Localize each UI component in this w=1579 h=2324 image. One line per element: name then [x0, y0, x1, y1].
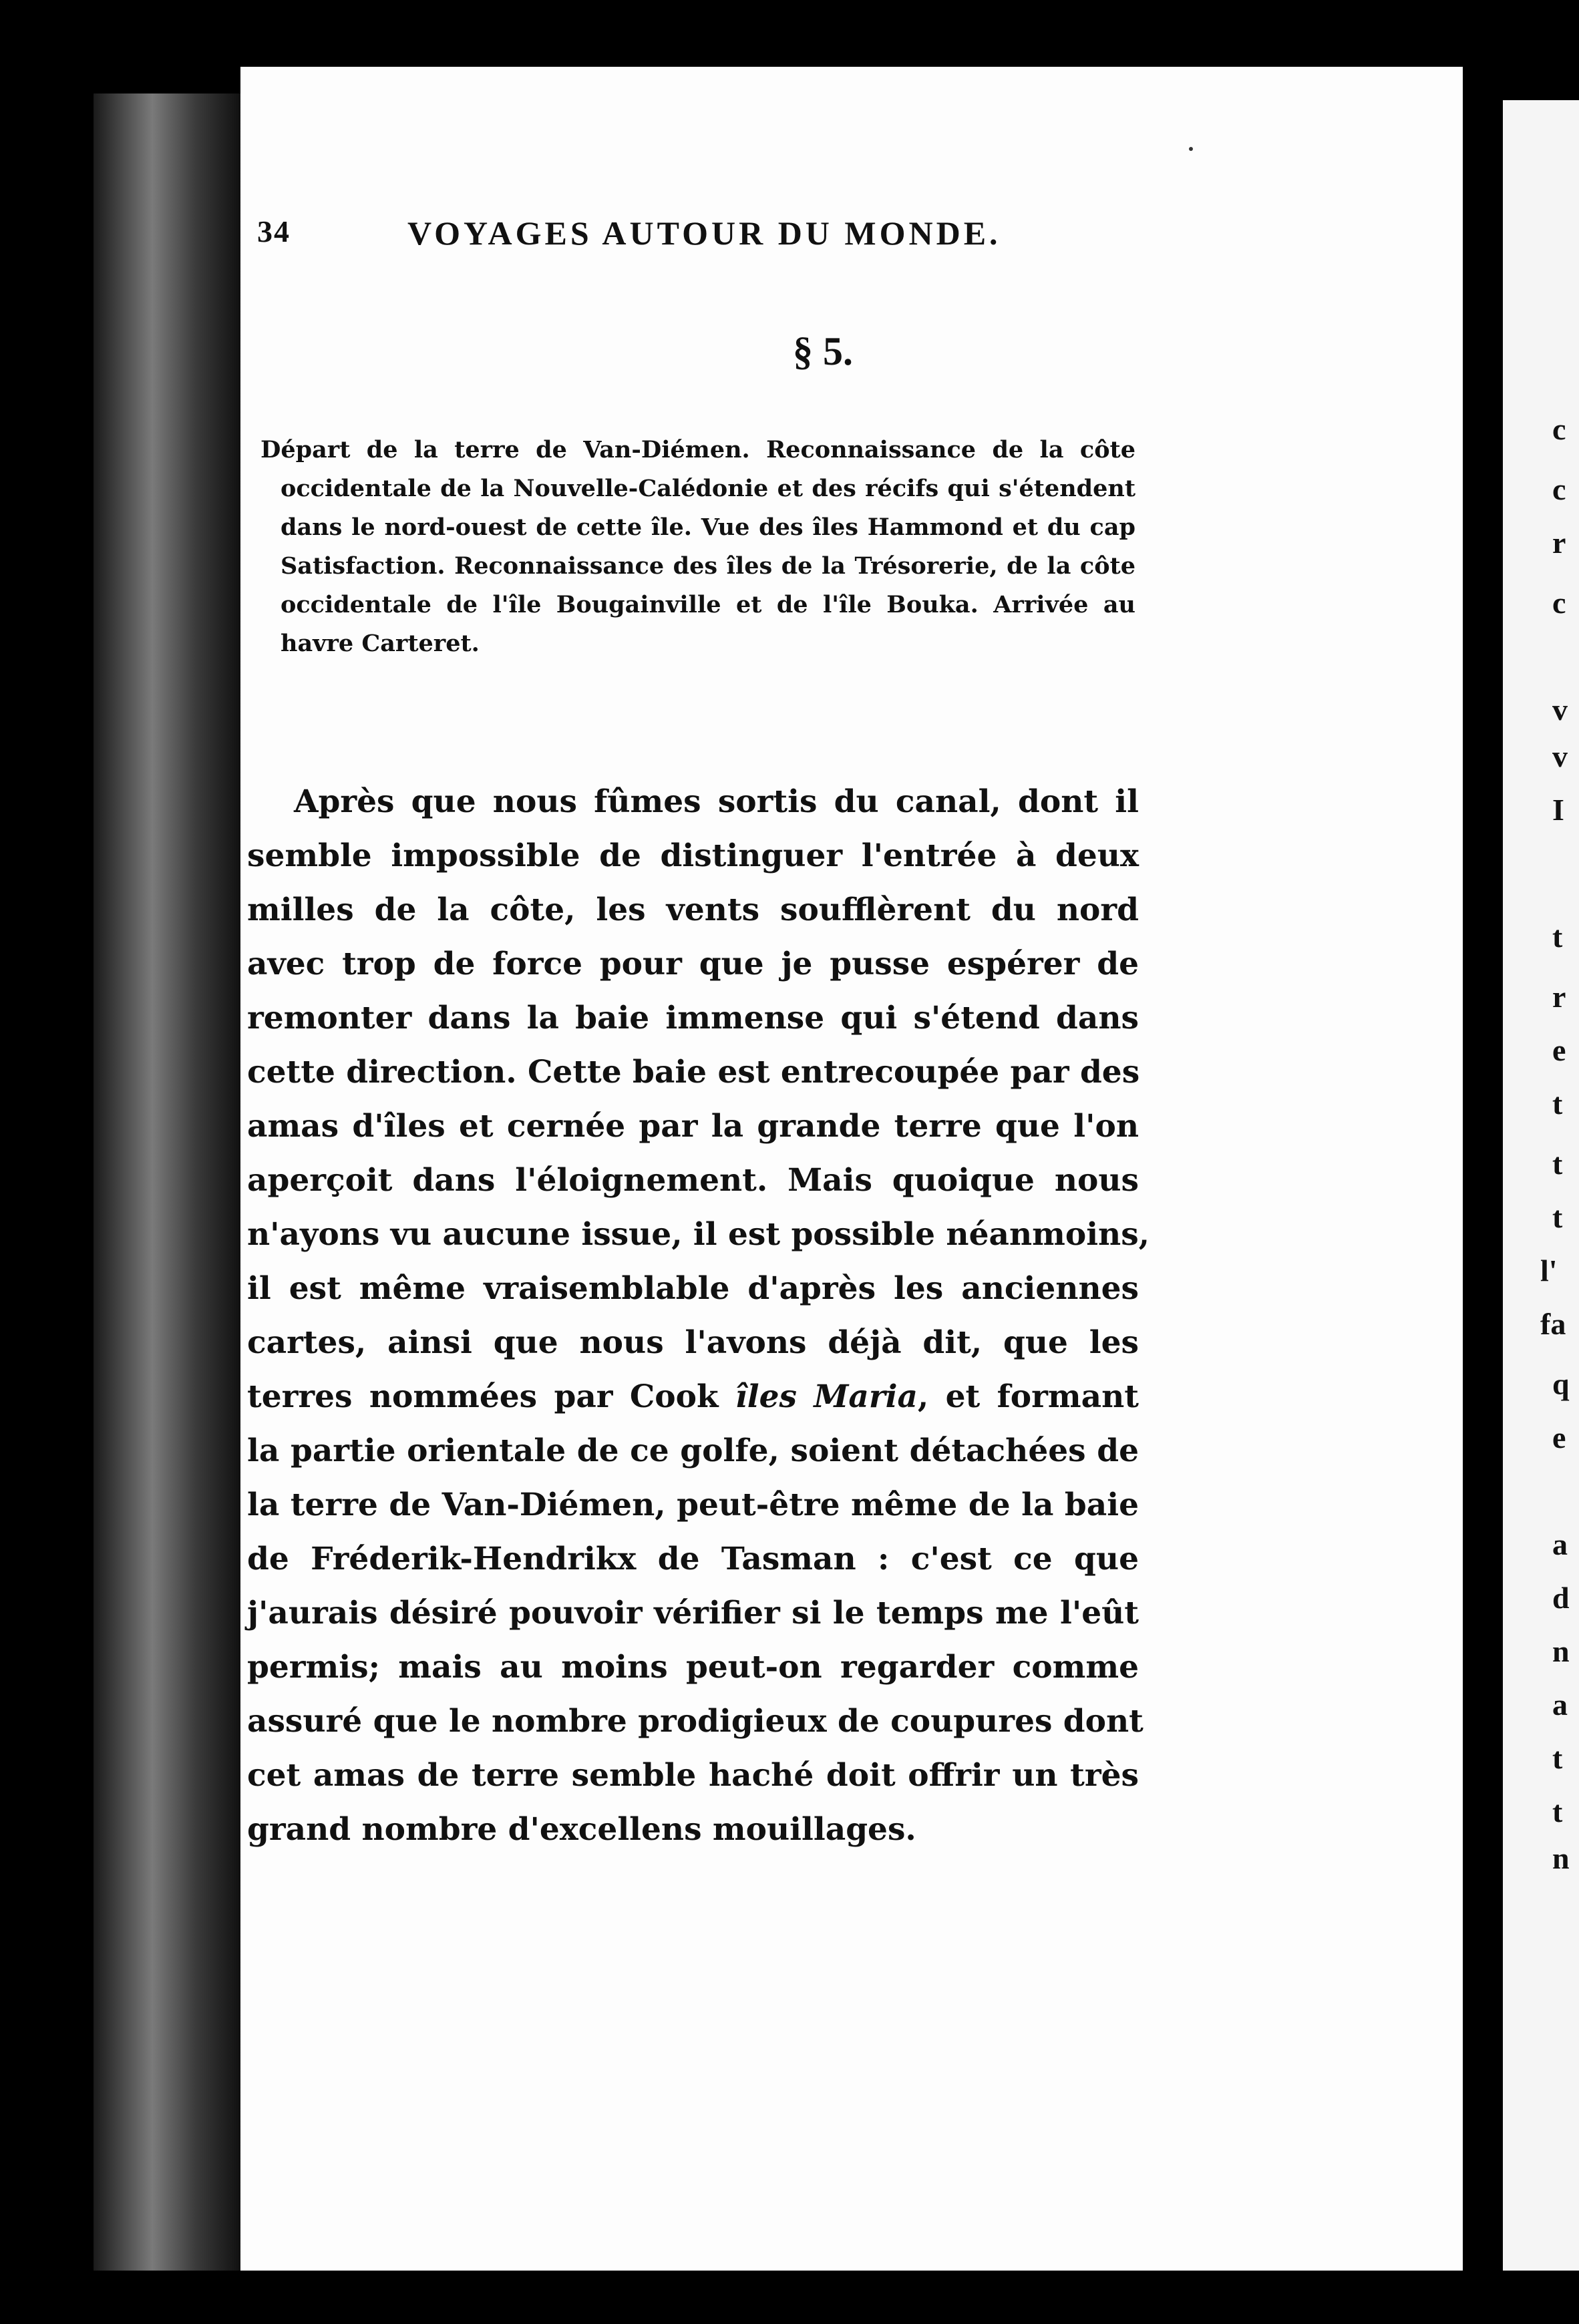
text-line: cet amas de terre semble haché doit offrir un très: [247, 1757, 1139, 1794]
page-header: [0, 214, 1579, 274]
text-line: de Fréderik-Hendrikx de Tasman : c'est ce que: [247, 1541, 1139, 1577]
facing-page-fragment: t: [1552, 920, 1563, 954]
facing-page-fragment: v: [1552, 739, 1568, 773]
facing-page-fragment: c: [1552, 586, 1566, 620]
facing-page-fragment: a: [1552, 1527, 1568, 1561]
facing-page-fragment: t: [1552, 1087, 1563, 1121]
text-run: terres nommées par Cook: [247, 1378, 735, 1415]
facing-page-fragment: q: [1552, 1367, 1570, 1401]
facing-page-fragment: t: [1552, 1741, 1563, 1775]
section-heading: § 5.: [793, 329, 853, 373]
text-line: grand nombre d'excellens mouillages.: [247, 1811, 916, 1848]
facing-page-fragment: v: [1552, 693, 1568, 727]
text-line: milles de la côte, les vents soufflèrent du nord: [247, 892, 1139, 928]
text-line: semble impossible de distinguer l'entrée à deux: [247, 837, 1139, 874]
body-text: [247, 775, 1150, 1857]
facing-page-fragment: l': [1540, 1253, 1558, 1288]
text-line: la partie orientale de ce golfe, soient détachées de: [247, 1432, 1139, 1469]
running-title: VOYAGES AUTOUR DU MONDE.: [407, 214, 1001, 252]
facing-page-fragment: t: [1552, 1200, 1563, 1234]
text-line: amas d'îles et cernée par la grande terre que l'on: [247, 1108, 1139, 1145]
facing-page-fragment: d: [1552, 1581, 1570, 1615]
facing-page-fragment: c: [1552, 412, 1566, 446]
text-line: assuré que le nombre prodigieux de coupures dont: [247, 1703, 1144, 1740]
section-summary: Départ de la terre de Van-Diémen. Reconnaissance de la côte occidentale de la Nouvelle-Calédonie et des récifs qui s'étendent dans le nord-ouest de cette île. Vue des îles Hammond et du cap Satisfaction. Reconnaissance des îles de la Trésorerie, de la côte occidentale de l'île Bougainville et de l'île Bouka. Arrivée au havre Carteret.: [260, 436, 1135, 657]
facing-page-edge: [1503, 100, 1579, 2271]
text-line: avec trop de force pour que je pusse espérer de: [247, 946, 1139, 982]
speck: [1189, 147, 1193, 151]
text-line: [247, 1370, 1139, 1424]
text-line: cette direction. Cette baie est entrecoupée par des: [247, 1054, 1140, 1091]
facing-page-fragment: a: [1552, 1688, 1568, 1722]
text-line: il est même vraisemblable d'après les anciennes: [247, 1270, 1139, 1307]
facing-page-fragment: c: [1552, 472, 1566, 506]
facing-page-fragment: I: [1552, 793, 1564, 827]
page-number: 34: [257, 214, 291, 248]
facing-page-fragment: r: [1552, 980, 1566, 1014]
italic-place-name: îles Maria: [735, 1378, 918, 1415]
text-line: permis; mais au moins peut-on regarder comme: [247, 1649, 1139, 1686]
text-line: la terre de Van-Diémen, peut-être même de la baie: [247, 1487, 1139, 1523]
facing-page-fragment: fa: [1540, 1307, 1566, 1341]
facing-page-fragment: n: [1552, 1841, 1570, 1875]
text-line: n'ayons vu aucune issue, il est possible néanmoins,: [247, 1216, 1150, 1253]
text-line: Après que nous fûmes sortis du canal, dont il: [294, 783, 1139, 820]
facing-page-fragment: e: [1552, 1420, 1566, 1455]
facing-page-fragment: r: [1552, 526, 1566, 560]
text-line: remonter dans la baie immense qui s'étend dans: [247, 1000, 1139, 1036]
text-line: aperçoit dans l'éloignement. Mais quoique nous: [247, 1162, 1139, 1199]
facing-page-fragment: t: [1552, 1147, 1563, 1181]
facing-page-fragment: n: [1552, 1634, 1570, 1668]
text-line: cartes, ainsi que nous l'avons déjà dit, que les: [247, 1324, 1139, 1361]
book-binding-edge: [94, 93, 240, 2271]
text-run: , et formant: [917, 1378, 1139, 1415]
text-line: j'aurais désiré pouvoir vérifier si le temps me l'eût: [247, 1595, 1139, 1631]
facing-page-fragment: t: [1552, 1794, 1563, 1828]
facing-page-fragment: e: [1552, 1033, 1566, 1067]
